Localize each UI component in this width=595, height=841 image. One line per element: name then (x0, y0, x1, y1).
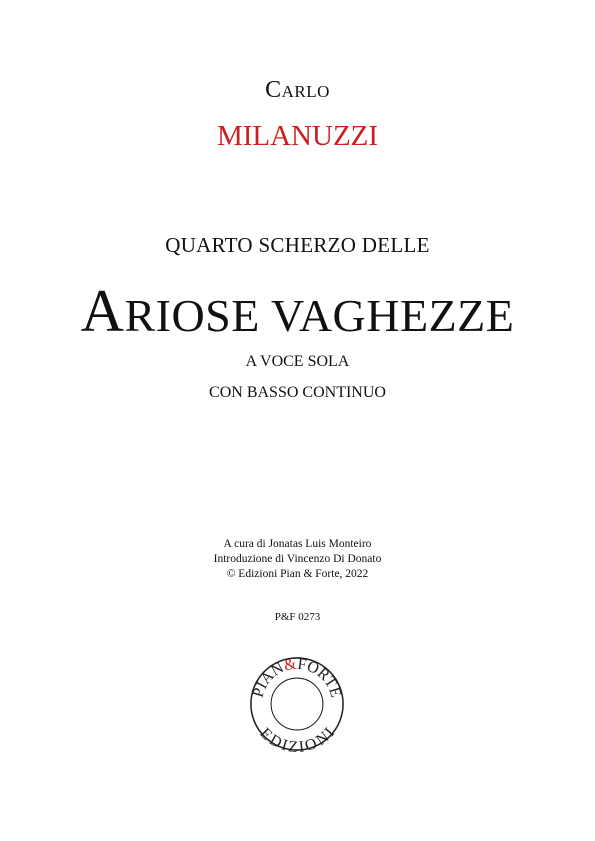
composer-first-name: Carlo (265, 77, 330, 103)
introduction-credit: Introduzione di Vincenzo Di Donato (213, 553, 382, 565)
voice-line: A VOCE SOLA (245, 353, 350, 370)
seal-top-right: FORTE (296, 656, 345, 700)
catalog-number: P&F 0273 (274, 611, 321, 623)
copyright-line: © Edizioni Pian & Forte, 2022 (226, 568, 369, 580)
seal-bottom-text (256, 725, 338, 752)
composer-last-name: MILANUZZI (216, 120, 379, 152)
main-title-rest: RIOSE VAGHEZZE (124, 290, 515, 341)
credits-block (0, 537, 595, 582)
seal-bottom-word: EDIZIONI (256, 724, 338, 752)
editor-credit: A cura di Jonatas Luis Monteiro (223, 538, 372, 550)
main-title-initial: A (80, 278, 125, 344)
seal-top-left: PIAN (249, 659, 287, 700)
seal-amp: & (282, 656, 298, 675)
continuo-line: CON BASSO CONTINUO (209, 384, 386, 401)
pre-title: QUARTO SCHERZO DELLE (165, 233, 430, 257)
publisher-seal-icon (249, 656, 345, 752)
main-title (0, 278, 595, 346)
seal-inner-ring (271, 678, 323, 730)
